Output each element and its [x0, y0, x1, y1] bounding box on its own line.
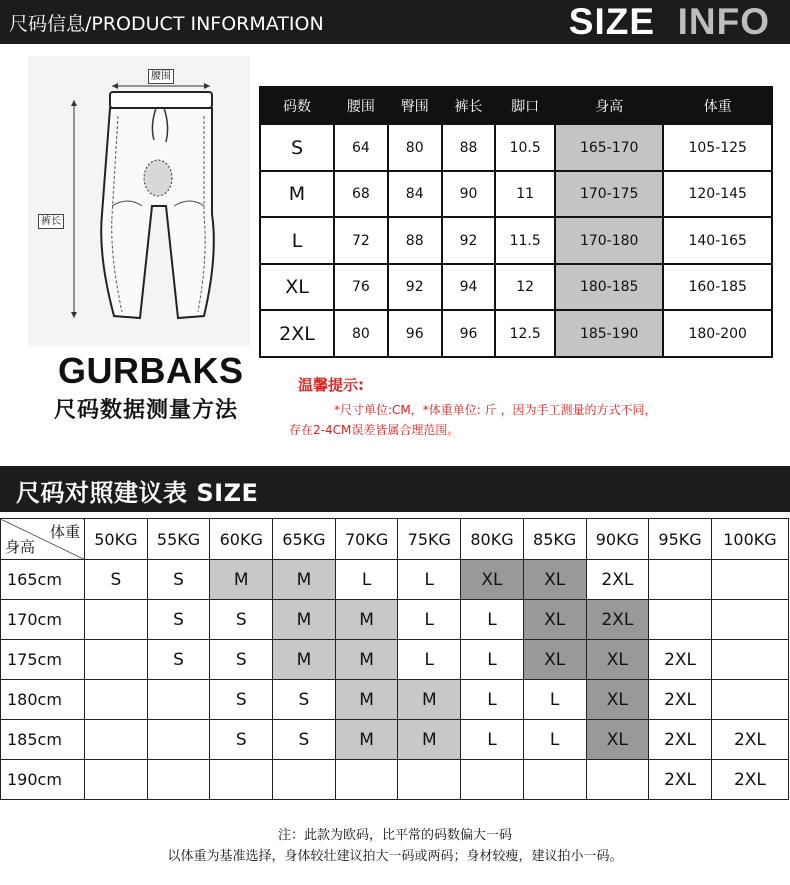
cuff-cell: 10.5	[495, 124, 555, 171]
size-recommendation-cell: XL	[523, 560, 586, 600]
weight-cell: 105-125	[663, 124, 772, 171]
weight-cell: 120-145	[663, 171, 772, 218]
size-recommendation-cell: L	[398, 600, 461, 640]
length-cell: 94	[442, 264, 496, 311]
size-recommendation-cell: L	[523, 720, 586, 760]
size-recommendation-cell: M	[335, 680, 398, 720]
size-recommendation-cell: 2XL	[586, 600, 649, 640]
size-recommendation-cell: M	[335, 720, 398, 760]
size-recommendation-cell: 2XL	[649, 720, 712, 760]
size-recommendation-cell	[85, 600, 148, 640]
section-bar	[0, 466, 790, 512]
size-recommendation-cell	[147, 680, 210, 720]
size-recommendation-cell	[85, 760, 148, 800]
size-recommendation-cell	[711, 600, 788, 640]
info-word: INFO	[677, 1, 770, 42]
waist-cell: 72	[334, 217, 388, 264]
size-recommendation-cell: S	[273, 680, 336, 720]
size-recommendation-cell: M	[335, 600, 398, 640]
rec-table-row	[1, 680, 789, 720]
size-recommendation-cell: 2XL	[649, 640, 712, 680]
size-table-row	[260, 310, 772, 357]
size-recommendation-cell	[711, 560, 788, 600]
header-title: 尺码信息/PRODUCT INFORMATION	[9, 13, 324, 35]
size-table-header	[260, 87, 772, 124]
cuff-cell: 11	[495, 171, 555, 218]
size-recommendation-cell: S	[147, 640, 210, 680]
weight-header-cell: 70KG	[335, 519, 398, 560]
length-tag: 裤长	[38, 214, 64, 229]
size-recommendation-cell: L	[461, 680, 524, 720]
weight-header-cell: 75KG	[398, 519, 461, 560]
height-cell: 180-185	[555, 264, 664, 311]
size-cell: L	[260, 217, 334, 264]
brand-subtitle: 尺码数据测量方法	[54, 398, 239, 423]
height-label-cell: 180cm	[1, 680, 85, 720]
note-line-2: 以体重为基准选择，身体较壮建议拍大一码或两码；身材较瘦，建议拍小一码。	[167, 849, 623, 864]
rec-table-header	[1, 519, 789, 560]
size-recommendation-cell	[711, 640, 788, 680]
size-recommendation-cell: M	[273, 640, 336, 680]
cuff-cell: 12	[495, 264, 555, 311]
waist-cell: 76	[334, 264, 388, 311]
length-cell: 88	[442, 124, 496, 171]
size-table-header-cell: 码数	[260, 87, 334, 124]
size-recommendation-cell: XL	[523, 600, 586, 640]
waist-cell: 64	[334, 124, 388, 171]
waist-tag: 腰围	[148, 69, 174, 84]
size-recommendation-cell: L	[398, 560, 461, 600]
hip-cell: 96	[388, 310, 442, 357]
size-table-row	[260, 171, 772, 218]
corner-weight-label: 体重	[49, 523, 80, 541]
size-recommendation-cell: M	[273, 560, 336, 600]
weight-header-cell: 65KG	[273, 519, 336, 560]
tips-title: 温馨提示:	[298, 376, 364, 394]
brand-name: GURBAKS	[58, 350, 244, 391]
size-recommendation-cell	[523, 760, 586, 800]
waist-cell: 68	[334, 171, 388, 218]
length-cell: 92	[442, 217, 496, 264]
waist-cell: 80	[334, 310, 388, 357]
rec-table-row	[1, 600, 789, 640]
size-recommendation-cell: S	[210, 680, 273, 720]
size-recommendation-cell: S	[210, 720, 273, 760]
section-title: 尺码对照建议表 SIZE	[16, 479, 259, 507]
size-word: SIZE	[568, 1, 656, 42]
size-recommendation-cell	[210, 760, 273, 800]
size-recommendation-cell: XL	[461, 560, 524, 600]
size-recommendation-cell	[273, 760, 336, 800]
size-recommendation-cell	[649, 600, 712, 640]
size-table-header-cell: 脚口	[495, 87, 555, 124]
size-recommendation-cell	[586, 760, 649, 800]
size-table-header-cell: 裤长	[442, 87, 496, 124]
size-table-row	[260, 217, 772, 264]
hip-cell: 84	[388, 171, 442, 218]
size-recommendation-cell: 2XL	[586, 560, 649, 600]
size-recommendation-cell: L	[461, 640, 524, 680]
size-recommendation-cell	[85, 720, 148, 760]
size-recommendation-cell	[147, 760, 210, 800]
size-cell: 2XL	[260, 310, 334, 357]
size-recommendation-cell: L	[335, 560, 398, 600]
size-recommendation-cell: XL	[523, 640, 586, 680]
weight-header-cell: 90KG	[586, 519, 649, 560]
size-recommendation-cell	[85, 680, 148, 720]
rec-table-row	[1, 640, 789, 680]
height-label-cell: 185cm	[1, 720, 85, 760]
cuff-cell: 11.5	[495, 217, 555, 264]
weight-header-cell: 95KG	[649, 519, 712, 560]
weight-header-cell: 55KG	[147, 519, 210, 560]
height-label-cell: 170cm	[1, 600, 85, 640]
size-info-title	[569, 1, 770, 43]
size-recommendation-cell: M	[210, 560, 273, 600]
size-recommendation-cell	[711, 680, 788, 720]
size-table-row	[260, 124, 772, 171]
rec-table-row	[1, 560, 789, 600]
size-recommendation-cell	[85, 640, 148, 680]
corner-height-label: 身高	[5, 538, 36, 556]
weight-header-cell: 80KG	[461, 519, 524, 560]
size-recommendation-cell: L	[398, 640, 461, 680]
size-table	[259, 86, 773, 358]
size-table-header-cell: 腰围	[334, 87, 388, 124]
size-recommendation-cell	[335, 760, 398, 800]
size-table-row	[260, 264, 772, 311]
size-recommendation-cell: S	[210, 600, 273, 640]
size-recommendation-cell	[461, 760, 524, 800]
tips-line-1: *尺寸单位:CM，*体重单位: 斤 ，因为手工测量的方式不同，	[334, 403, 657, 417]
size-recommendation-cell	[398, 760, 461, 800]
rec-table-row	[1, 760, 789, 800]
size-table-header-cell: 臀围	[388, 87, 442, 124]
size-recommendation-cell: XL	[586, 640, 649, 680]
weight-cell: 180-200	[663, 310, 772, 357]
size-recommendation-cell: S	[147, 560, 210, 600]
height-label-cell: 165cm	[1, 560, 85, 600]
height-cell: 170-175	[555, 171, 664, 218]
note-line-1: 注：此款为欧码，比平常的码数偏大一码	[277, 828, 512, 843]
size-recommendation-cell: M	[398, 680, 461, 720]
height-label-cell: 175cm	[1, 640, 85, 680]
size-recommendation-cell	[649, 560, 712, 600]
hip-cell: 80	[388, 124, 442, 171]
size-recommendation-cell	[147, 720, 210, 760]
size-recommendation-cell: 2XL	[711, 720, 788, 760]
pants-drawing	[28, 56, 250, 346]
rec-table-row	[1, 720, 789, 760]
size-recommendation-cell: XL	[586, 720, 649, 760]
weight-header-cell: 60KG	[210, 519, 273, 560]
length-cell: 96	[442, 310, 496, 357]
size-table-header-cell: 体重	[663, 87, 772, 124]
size-recommendation-cell: 2XL	[649, 760, 712, 800]
size-cell: S	[260, 124, 334, 171]
weight-header-cell: 100KG	[711, 519, 788, 560]
size-recommendation-cell: M	[273, 600, 336, 640]
weight-cell: 140-165	[663, 217, 772, 264]
size-recommendation-cell: S	[273, 720, 336, 760]
size-recommendation-cell: S	[85, 560, 148, 600]
height-label-cell: 190cm	[1, 760, 85, 800]
weight-header-cell: 50KG	[85, 519, 148, 560]
size-cell: XL	[260, 264, 334, 311]
size-recommendation-cell: 2XL	[711, 760, 788, 800]
hip-cell: 92	[388, 264, 442, 311]
header-bar	[0, 0, 790, 44]
size-recommendation-cell: L	[461, 600, 524, 640]
height-cell: 170-180	[555, 217, 664, 264]
height-cell: 185-190	[555, 310, 664, 357]
hip-cell: 88	[388, 217, 442, 264]
tips-line-2: 存在2-4CM误差皆属合理范围。	[289, 423, 460, 437]
height-cell: 165-170	[555, 124, 664, 171]
size-recommendation-cell: L	[461, 720, 524, 760]
size-recommendation-cell: M	[335, 640, 398, 680]
length-cell: 90	[442, 171, 496, 218]
weight-header-cell: 85KG	[523, 519, 586, 560]
size-recommendation-cell: 2XL	[649, 680, 712, 720]
weight-cell: 160-185	[663, 264, 772, 311]
size-recommendation-table	[0, 518, 789, 800]
size-recommendation-cell: S	[210, 640, 273, 680]
pants-diagram	[28, 56, 250, 346]
size-recommendation-cell: L	[523, 680, 586, 720]
size-recommendation-cell: M	[398, 720, 461, 760]
size-cell: M	[260, 171, 334, 218]
size-table-header-cell: 身高	[555, 87, 664, 124]
size-recommendation-cell: S	[147, 600, 210, 640]
size-recommendation-cell: XL	[586, 680, 649, 720]
cuff-cell: 12.5	[495, 310, 555, 357]
corner-cell	[1, 519, 85, 560]
